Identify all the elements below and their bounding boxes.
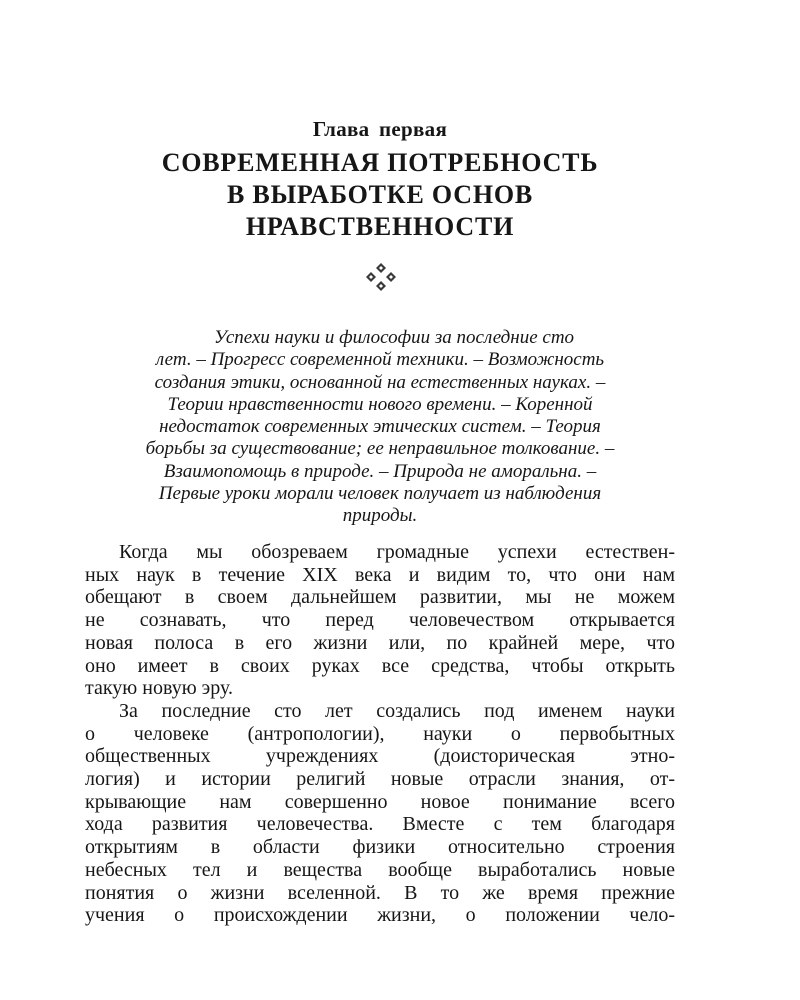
summary-line: создания этики, основанной на естественных науках. –	[154, 371, 606, 393]
body-line: открытиям в области физики относительно строения	[85, 836, 675, 859]
diamond-ornament-icon	[365, 262, 397, 292]
body-line: такую новую эру.	[85, 677, 233, 700]
body-line: обещают в своем дальнейшем развитии, мы не можем	[85, 586, 675, 609]
summary-line: недостаток современных этических систем. – Теория	[159, 416, 601, 438]
body-line: За последние сто лет создались под именем науки	[119, 699, 675, 722]
chapter-title-line: НРАВСТВЕННОСТИ	[245, 212, 515, 241]
chapter-label: Глава первая	[312, 117, 448, 141]
body-line: не сознавать, что перед человечеством открывается	[85, 609, 675, 632]
body-line: ных наук в течение XIX века и видим то, что они нам	[85, 563, 675, 586]
body-line: учения о происхождении жизни, о положении чело-	[85, 904, 675, 927]
chapter-title-line: СОВРЕМЕННАЯ ПОТРЕБНОСТЬ	[161, 148, 599, 177]
body-line: Когда мы обозреваем громадные успехи естествен-	[119, 541, 675, 563]
summary-line: природы.	[342, 505, 418, 527]
summary-line: Успехи науки и философии за последние сто	[213, 327, 575, 348]
body-line: крывающие нам совершенно новое понимание всего	[85, 790, 675, 813]
body-line: оно имеет в своих руках все средства, чтобы открыть	[85, 654, 675, 677]
chapter-summary	[96, 327, 664, 528]
summary-line: борьбы за существование; ее неправильное толкование. –	[145, 438, 615, 460]
summary-line: лет. – Прогресс современной техники. – Возможность	[155, 349, 605, 371]
body-line: новая полоса в его жизни или, по крайней мере, что	[85, 631, 675, 654]
body-text	[85, 541, 675, 927]
body-line: о человеке (антропологии), науки о первобытных	[85, 722, 675, 745]
chapter-title	[0, 147, 760, 243]
body-line: небесных тел и вещества вообще выработались новые	[85, 858, 675, 881]
summary-line: Взаимопомощь в природе. – Природа не аморальна. –	[163, 460, 597, 482]
body-line: понятия о жизни вселенной. В то же время прежние	[85, 881, 675, 904]
body-line: хода развития человечества. Вместе с тем благодаря	[85, 813, 675, 836]
summary-line: Теории нравственности нового времени. – Коренной	[167, 393, 593, 415]
chapter-title-line: В ВЫРАБОТКЕ ОСНОВ	[226, 180, 534, 209]
summary-line: Первые уроки морали человек получает из наблюдения	[158, 483, 602, 505]
body-line: общественных учреждениях (доисторическая этно-	[85, 745, 675, 768]
body-line: логия) и истории религий новые отрасли знания, от-	[85, 768, 675, 791]
